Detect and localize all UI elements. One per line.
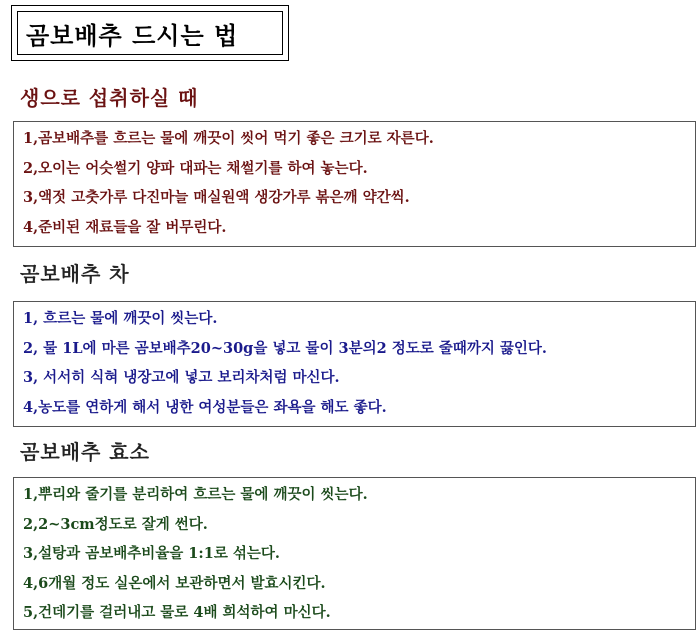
list-item: 5,건데기를 걸러내고 물로 4배 희석하여 마신다.: [23, 604, 331, 621]
list-item: 4,6개월 정도 실온에서 보관하면서 발효시킨다.: [23, 574, 326, 592]
title-frame: [11, 5, 289, 61]
section-heading-enzyme: 곰보배추 효소: [20, 440, 150, 464]
list-item: 3, 서서히 식혀 냉장고에 넣고 보리차처럼 마신다.: [23, 369, 340, 386]
section-heading-raw: 생으로 섭취하실 때: [20, 86, 199, 110]
section-box-enzyme: [13, 477, 696, 630]
list-item: 1,곰보배추를 흐르는 물에 깨끗이 씻어 먹기 좋은 크기로 자른다.: [23, 130, 434, 147]
list-item: 3,액젓 고춧가루 다진마늘 매실원액 생강가루 볶은깨 약간씩.: [23, 189, 410, 206]
list-item: 4,준비된 재료들을 잘 버무린다.: [23, 218, 227, 236]
list-item: 2,오이는 어슷썰기 양파 대파는 채썰기를 하여 놓는다.: [23, 159, 368, 177]
section-box-tea: [13, 301, 696, 427]
list-item: 1, 흐르는 물에 깨끗이 씻는다.: [23, 310, 218, 327]
list-item: 1,뿌리와 줄기를 분리하여 흐르는 물에 깨끗이 씻는다.: [23, 486, 368, 503]
list-item: 2, 물 1L에 마른 곰보배추20~30g을 넣고 물이 3분의2 정도로 줄때까지 끓인다.: [23, 339, 547, 357]
page-title: 곰보배추 드시는 법: [17, 11, 283, 55]
section-box-raw: [13, 121, 696, 247]
section-heading-tea: 곰보배추 차: [20, 262, 130, 286]
list-item: 3,설탕과 곰보배추비율을 1:1로 섞는다.: [23, 545, 280, 562]
list-item: 4,농도를 연하게 해서 냉한 여성분들은 좌욕을 해도 좋다.: [23, 398, 387, 416]
list-item: 2,2~3cm정도로 잘게 썬다.: [23, 515, 208, 533]
